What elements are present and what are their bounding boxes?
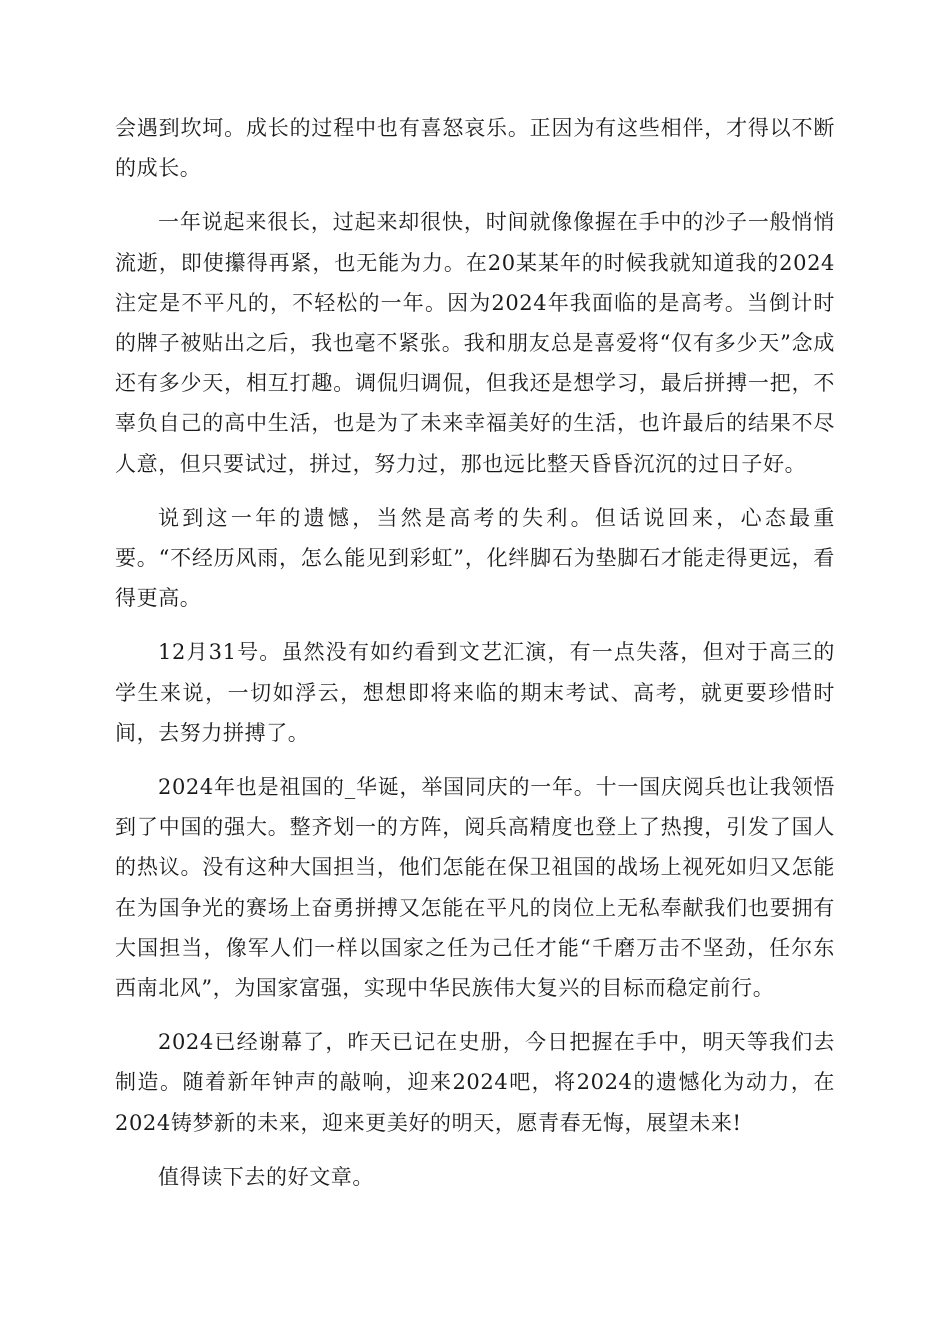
paragraph-regret: 说到这一年的遗憾，当然是高考的失利。但话说回来，心态最重要。“不经历风雨，怎么能见到彩虹”，化绊脚石为垫脚石才能走得更远，看得更高。 bbox=[115, 505, 835, 611]
document-body bbox=[115, 108, 835, 1211]
paragraph-new-year: 2024已经谢幕了，昨天已记在史册，今日把握在手中，明天等我们去制造。随着新年钟声的敲响，迎来2024吧，将2024的遗憾化为动力，在2024铸梦新的未来，迎来更美好的明天，愿青春无悔，展望未来! bbox=[115, 1030, 835, 1135]
paragraph-december-31: 12月31号。虽然没有如约看到文艺汇演，有一点失落，但对于高三的学生来说，一切如浮云，想想即将来临的期末考试、高考，就更要珍惜时间，去努力拼搏了。 bbox=[115, 640, 835, 745]
paragraph-continuation: 会遇到坎坷。成长的过程中也有喜怒哀乐。正因为有这些相伴，才得以不断的成长。 bbox=[115, 116, 835, 181]
paragraph-closing-note: 值得读下去的好文章。 bbox=[158, 1164, 374, 1189]
paragraph-national-day: 2024年也是祖国的_华诞，举国同庆的一年。十一国庆阅兵也让我领悟到了中国的强大。整齐划一的方阵，阅兵高精度也登上了热搜，引发了国人的热议。没有这种大国担当，他们怎能在保卫祖国的战场上视死如归又怎能在为国争光的赛场上奋勇拼搏又怎能在平凡的岗位上无私奉献我们也要拥有大国担当，像军人们一样以国家之任为己任才能“千磨万击不坚劲，任尔东西南北风”，为国家富强，实现中华民族伟大复兴的目标而稳定前行。 bbox=[115, 775, 835, 1001]
paragraph-year-reflection: 一年说起来很长，过起来却很快，时间就像像握在手中的沙子一般悄悄流逝，即使攥得再紧，也无能为力。在20某某年的时候我就知道我的2024注定是不平凡的，不轻松的一年。因为2024年我面临的是高考。当倒计时的牌子被贴出之后，我也毫不紧张。我和朋友总是喜爱将“仅有多少天”念成还有多少天，相互打趣。调侃归调侃，但我还是想学习，最后拼搏一把，不辜负自己的高中生活，也是为了未来幸福美好的生活，也许最后的结果不尽人意，但只要试过，拼过，努力过，那也远比整天昏昏沉沉的过日子好。 bbox=[115, 210, 835, 476]
